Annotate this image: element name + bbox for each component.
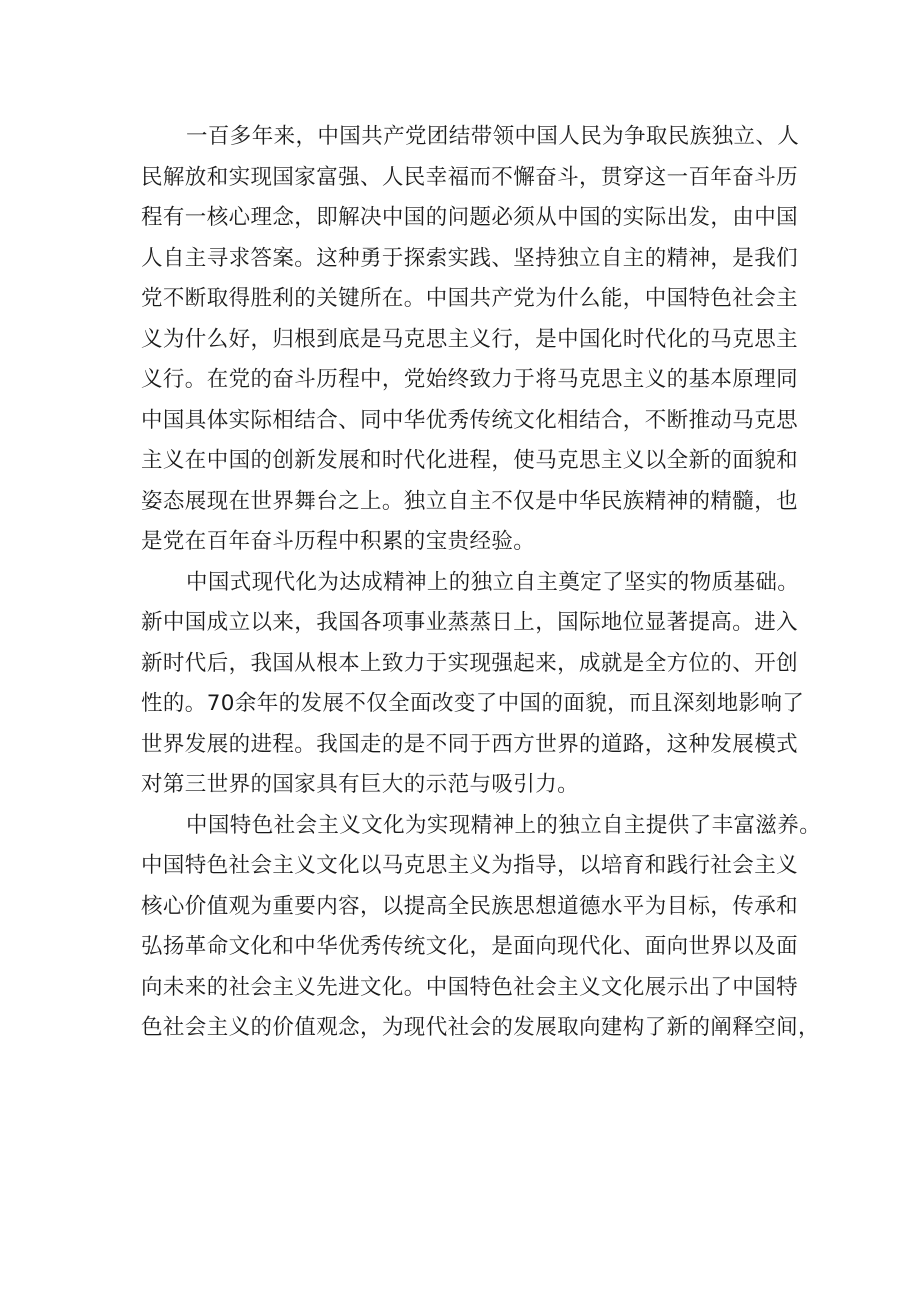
- paragraph-3-line-5: 向未来的社会主义先进文化。中国特色社会主义文化展示出了中国特: [141, 974, 799, 1000]
- paragraph-1-line-6: 义为什么好，归根到底是马克思主义行，是中国化时代化的马克思主: [141, 326, 799, 352]
- paragraph-1-line-3: 程有一核心理念，即解决中国的问题必须从中国的实际出发，由中国: [141, 205, 799, 230]
- paragraph-1-line-5: 党不断取得胜利的关键所在。中国共产党为什么能，中国特色社会主: [141, 286, 799, 311]
- paragraph-2-line-5: 世界发展的进程。我国走的是不同于西方世界的道路，这种发展模式: [141, 731, 799, 757]
- paragraph-2-line-1: 中国式现代化为达成精神上的独立自主奠定了坚实的物质基础。: [186, 569, 800, 595]
- paragraph-1-line-11: 是党在百年奋斗历程中积累的宝贵经验。: [141, 529, 536, 554]
- paragraph-1-line-10: 姿态展现在世界舞台之上。独立自主不仅是中华民族精神的精髓，也: [141, 488, 799, 514]
- paragraph-3-line-4: 弘扬革命文化和中华优秀传统文化，是面向现代化、面向世界以及面: [141, 934, 799, 959]
- paragraph-1-line-1: 一百多年来，中国共产党团结带领中国人民为争取民族独立、人: [186, 124, 800, 149]
- body-text: [141, 117, 822, 1049]
- paragraph-1-line-7: 义行。在党的奋斗历程中，党始终致力于将马克思主义的基本原理同: [141, 367, 799, 392]
- paragraph-2-line-2: 新中国成立以来，我国各项事业蒸蒸日上，国际地位显著提高。进入: [141, 610, 799, 635]
- paragraph-2-line-6: 对第三世界的国家具有巨大的示范与吸引力。: [141, 772, 580, 797]
- paragraph-3-line-1: 中国特色社会主义文化为实现精神上的独立自主提供了丰富滋养。: [186, 812, 822, 838]
- paragraph-3-line-6: 色社会主义的价值观念，为现代社会的发展取向建构了新的阐释空间，: [141, 1015, 820, 1040]
- paragraph-1-line-2: 民解放和实现国家富强、人民幸福而不懈奋斗，贯穿这一百年奋斗历: [141, 164, 799, 190]
- paragraph-1-line-4: 人自主寻求答案。这种勇于探索实践、坚持独立自主的精神，是我们: [141, 245, 799, 271]
- paragraph-2-line-4: 性的。70余年的发展不仅全面改变了中国的面貌，而且深刻地影响了: [141, 691, 805, 716]
- paragraph-2-line-3: 新时代后，我国从根本上致力于实现强起来，成就是全方位的、开创: [141, 650, 799, 676]
- paragraph-3-line-2: 中国特色社会主义文化以马克思主义为指导，以培育和践行社会主义: [141, 853, 799, 878]
- paragraph-1-line-8: 中国具体实际相结合、同中华优秀传统文化相结合，不断推动马克思: [141, 407, 799, 433]
- paragraph-1-line-9: 主义在中国的创新发展和时代化进程，使马克思主义以全新的面貌和: [141, 448, 799, 473]
- paragraph-3-line-3: 核心价值观为重要内容，以提高全民族思想道德水平为目标，传承和: [141, 893, 799, 919]
